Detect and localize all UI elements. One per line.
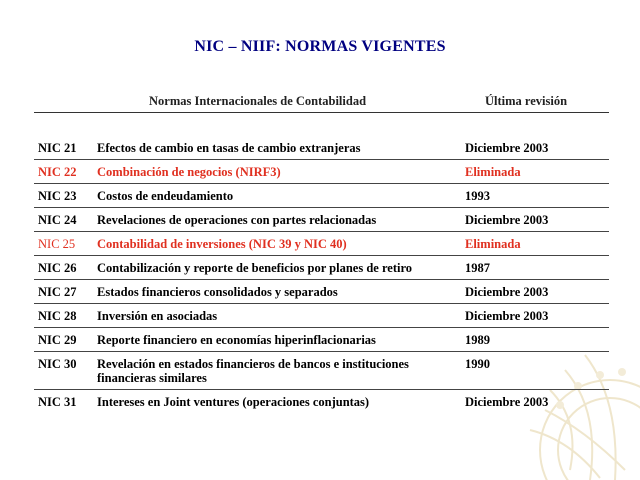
header-divider [34,112,609,113]
row-code: NIC 27 [38,285,77,299]
row-description: Inversión en asociadas [97,309,218,323]
row-revision: 1989 [465,333,490,347]
row-revision: Eliminada [465,165,521,179]
row-code: NIC 29 [38,333,77,347]
row-revision: Diciembre 2003 [465,309,549,323]
row-revision: 1993 [465,189,490,203]
row-revision: 1987 [465,261,490,275]
table-row [34,256,609,280]
row-description: Efectos de cambio en tasas de cambio extranjeras [97,141,361,155]
row-code: NIC 30 [38,357,77,371]
row-revision: Diciembre 2003 [465,395,549,409]
table-row [34,160,609,184]
standards-table [34,136,609,413]
row-code: NIC 24 [38,213,77,227]
row-description: Reporte financiero en economías hiperinflacionarias [97,333,376,347]
row-code: NIC 26 [38,261,77,275]
row-revision: Diciembre 2003 [465,141,549,155]
header-revision: Última revisión [485,94,568,108]
row-description: Combinación de negocios (NIRF3) [97,165,281,179]
table-row [34,390,609,413]
row-revision: Diciembre 2003 [465,213,549,227]
row-description: Revelaciones de operaciones con partes relacionadas [97,213,377,227]
row-code: NIC 21 [38,141,77,155]
header-normas: Normas Internacionales de Contabilidad [149,94,367,108]
table-row [34,280,609,304]
table-row [34,352,609,390]
row-code: NIC 22 [38,165,77,179]
table-header [0,94,640,114]
row-code: NIC 23 [38,189,77,203]
page-title: NIC – NIIF: NORMAS VIGENTES [194,38,446,55]
row-code: NIC 25 [38,237,76,251]
table-row [34,184,609,208]
row-description: Contabilidad de inversiones (NIC 39 y NIC 40) [97,237,347,251]
row-revision: Diciembre 2003 [465,285,549,299]
table-row [34,136,609,160]
row-code: NIC 31 [38,395,77,409]
row-description: Estados financieros consolidados y separados [97,285,338,299]
table-row [34,304,609,328]
table-row [34,208,609,232]
row-description: Intereses en Joint ventures (operaciones conjuntas) [97,395,370,409]
row-description: Contabilización y reporte de beneficios por planes de retiro [97,261,413,275]
row-revision: 1990 [465,357,490,371]
row-description: Revelación en estados financieros de bancos e instituciones financieras similares [97,357,409,385]
row-code: NIC 28 [38,309,77,323]
row-description: Costos de endeudamiento [97,189,234,203]
row-revision: Eliminada [465,237,521,251]
table-row [34,232,609,256]
table-row [34,328,609,352]
